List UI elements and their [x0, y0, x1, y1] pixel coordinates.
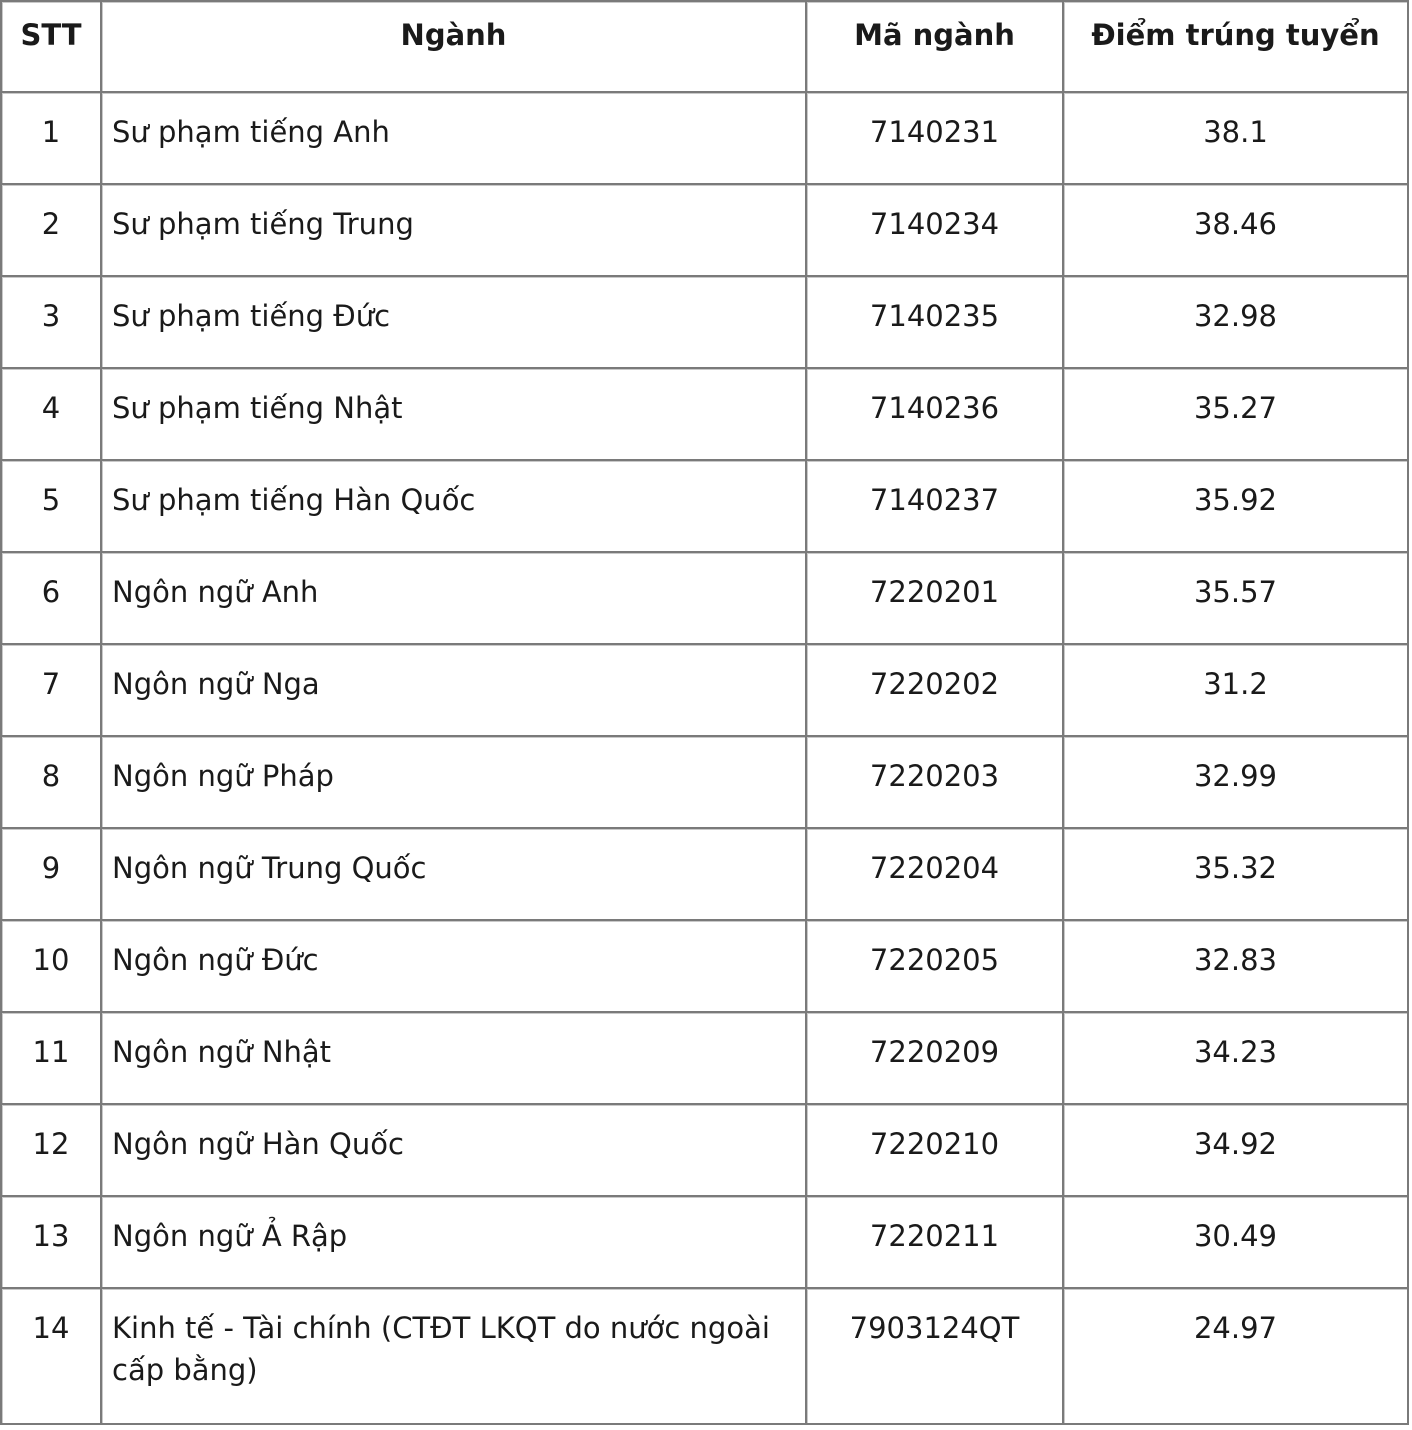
header-admission-score: Điểm trúng tuyển [1064, 2, 1407, 91]
cell-stt: 8 [2, 737, 100, 827]
header-stt: STT [2, 2, 100, 91]
cell-stt: 6 [2, 553, 100, 643]
cell-stt: 14 [2, 1289, 100, 1423]
cell-major-name: Sư phạm tiếng Nhật [102, 369, 805, 459]
cell-stt: 13 [2, 1197, 100, 1287]
cell-major-name: Ngôn ngữ Nhật [102, 1013, 805, 1103]
cell-stt: 12 [2, 1105, 100, 1195]
cell-stt: 4 [2, 369, 100, 459]
cell-admission-score: 30.49 [1064, 1197, 1407, 1287]
table-row [2, 1013, 1407, 1103]
cell-major-name: Ngôn ngữ Trung Quốc [102, 829, 805, 919]
table-row [2, 1105, 1407, 1195]
table-header-row [2, 2, 1407, 91]
cell-admission-score: 34.23 [1064, 1013, 1407, 1103]
cell-major-code: 7220209 [807, 1013, 1062, 1103]
cell-major-name: Sư phạm tiếng Hàn Quốc [102, 461, 805, 551]
table-row [2, 369, 1407, 459]
cell-admission-score: 38.46 [1064, 185, 1407, 275]
cell-stt: 7 [2, 645, 100, 735]
cell-major-code: 7140234 [807, 185, 1062, 275]
table-row [2, 553, 1407, 643]
cell-stt: 11 [2, 1013, 100, 1103]
header-major-name: Ngành [102, 2, 805, 91]
cell-major-name: Ngôn ngữ Nga [102, 645, 805, 735]
cell-admission-score: 38.1 [1064, 93, 1407, 183]
cell-major-code: 7220203 [807, 737, 1062, 827]
cell-major-name: Ngôn ngữ Hàn Quốc [102, 1105, 805, 1195]
cell-stt: 10 [2, 921, 100, 1011]
cell-major-name: Kinh tế - Tài chính (CTĐT LKQT do nước ngoài cấp bằng) [102, 1289, 805, 1423]
cell-major-code: 7140231 [807, 93, 1062, 183]
table-row [2, 1197, 1407, 1287]
cell-major-code: 7220201 [807, 553, 1062, 643]
cell-admission-score: 35.57 [1064, 553, 1407, 643]
cell-admission-score: 32.99 [1064, 737, 1407, 827]
cell-major-name: Sư phạm tiếng Đức [102, 277, 805, 367]
table-row [2, 185, 1407, 275]
cell-major-name: Ngôn ngữ Pháp [102, 737, 805, 827]
cell-major-name: Sư phạm tiếng Trung [102, 185, 805, 275]
cell-major-name: Sư phạm tiếng Anh [102, 93, 805, 183]
cell-admission-score: 32.98 [1064, 277, 1407, 367]
cell-admission-score: 31.2 [1064, 645, 1407, 735]
table-row [2, 737, 1407, 827]
cell-major-code: 7140236 [807, 369, 1062, 459]
cell-major-name: Ngôn ngữ Anh [102, 553, 805, 643]
table-row [2, 829, 1407, 919]
cell-major-code: 7220202 [807, 645, 1062, 735]
cell-admission-score: 35.92 [1064, 461, 1407, 551]
cell-major-code: 7903124QT [807, 1289, 1062, 1423]
cell-major-code: 7140237 [807, 461, 1062, 551]
cell-major-name: Ngôn ngữ Đức [102, 921, 805, 1011]
cell-major-code: 7220211 [807, 1197, 1062, 1287]
cell-stt: 5 [2, 461, 100, 551]
cell-admission-score: 35.27 [1064, 369, 1407, 459]
table-row [2, 645, 1407, 735]
cell-admission-score: 35.32 [1064, 829, 1407, 919]
cell-stt: 9 [2, 829, 100, 919]
header-major-code: Mã ngành [807, 2, 1062, 91]
cell-admission-score: 34.92 [1064, 1105, 1407, 1195]
cell-major-code: 7220204 [807, 829, 1062, 919]
cell-major-code: 7220210 [807, 1105, 1062, 1195]
table-row [2, 1289, 1407, 1423]
cell-stt: 2 [2, 185, 100, 275]
cell-major-code: 7220205 [807, 921, 1062, 1011]
cell-major-code: 7140235 [807, 277, 1062, 367]
cell-major-name: Ngôn ngữ Ả Rập [102, 1197, 805, 1287]
cell-stt: 3 [2, 277, 100, 367]
cell-stt: 1 [2, 93, 100, 183]
cell-admission-score: 32.83 [1064, 921, 1407, 1011]
table-row [2, 93, 1407, 183]
table-row [2, 921, 1407, 1011]
table-row [2, 277, 1407, 367]
cell-admission-score: 24.97 [1064, 1289, 1407, 1423]
table-row [2, 461, 1407, 551]
